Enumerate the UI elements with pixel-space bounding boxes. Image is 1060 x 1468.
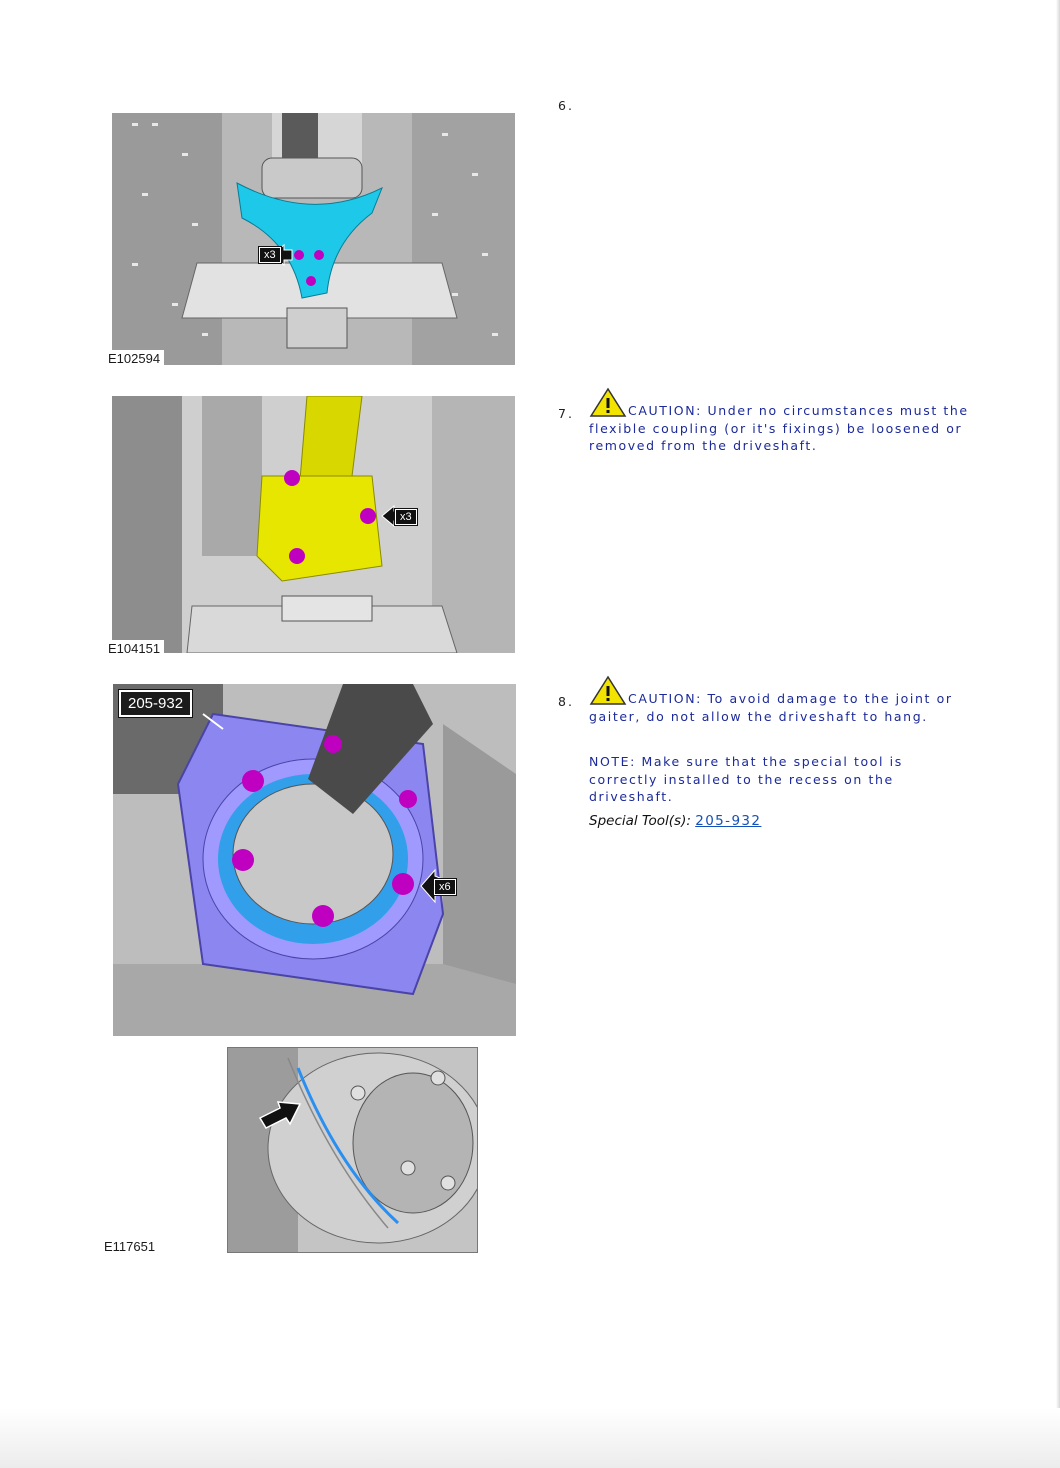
callout-x3: x3 bbox=[395, 509, 417, 525]
figure-e102594-drawing bbox=[112, 113, 515, 365]
figure-e102594 bbox=[112, 113, 515, 365]
special-tools-line bbox=[589, 813, 761, 829]
special-tools-label: Special Tool(s): bbox=[589, 813, 691, 829]
figure-id-e117651: E117651 bbox=[104, 1238, 159, 1256]
callout-x3: x3 bbox=[259, 247, 281, 263]
page-right-edge bbox=[1056, 0, 1060, 1468]
callout-x6: x6 bbox=[434, 879, 456, 895]
warning-triangle-icon bbox=[589, 675, 627, 706]
step-7-caution-text: CAUTION: Under no circumstances must the flexible coupling (or it's fixings) be loosened or removed from the driveshaft. bbox=[589, 403, 969, 453]
step-number-8: 8. bbox=[558, 694, 574, 709]
special-tool-tag: 205-932 bbox=[119, 690, 192, 717]
figure-special-tool-drawing bbox=[113, 684, 516, 1036]
step-7-caution bbox=[589, 387, 969, 455]
step-number-6: 6. bbox=[558, 98, 574, 113]
figure-id-e102594: E102594 bbox=[108, 350, 164, 368]
step-8-caution-text: CAUTION: To avoid damage to the joint or gaiter, do not allow the driveshaft to hang. bbox=[589, 691, 953, 724]
special-tool-link[interactable]: 205-932 bbox=[695, 813, 762, 829]
figure-special-tool bbox=[113, 684, 516, 1036]
figure-e104151 bbox=[112, 396, 515, 653]
step-number-7: 7. bbox=[558, 406, 574, 421]
step-8-caution bbox=[589, 675, 969, 725]
figure-id-e104151: E104151 bbox=[108, 640, 164, 658]
figure-e117651 bbox=[227, 1047, 478, 1253]
figure-e117651-drawing bbox=[228, 1048, 477, 1252]
figure-e104151-drawing bbox=[112, 396, 515, 653]
warning-triangle-icon bbox=[589, 387, 627, 418]
page-bottom-edge bbox=[0, 1408, 1060, 1468]
step-8-note: NOTE: Make sure that the special tool is correctly installed to the recess on the driveshaft. bbox=[589, 754, 903, 804]
